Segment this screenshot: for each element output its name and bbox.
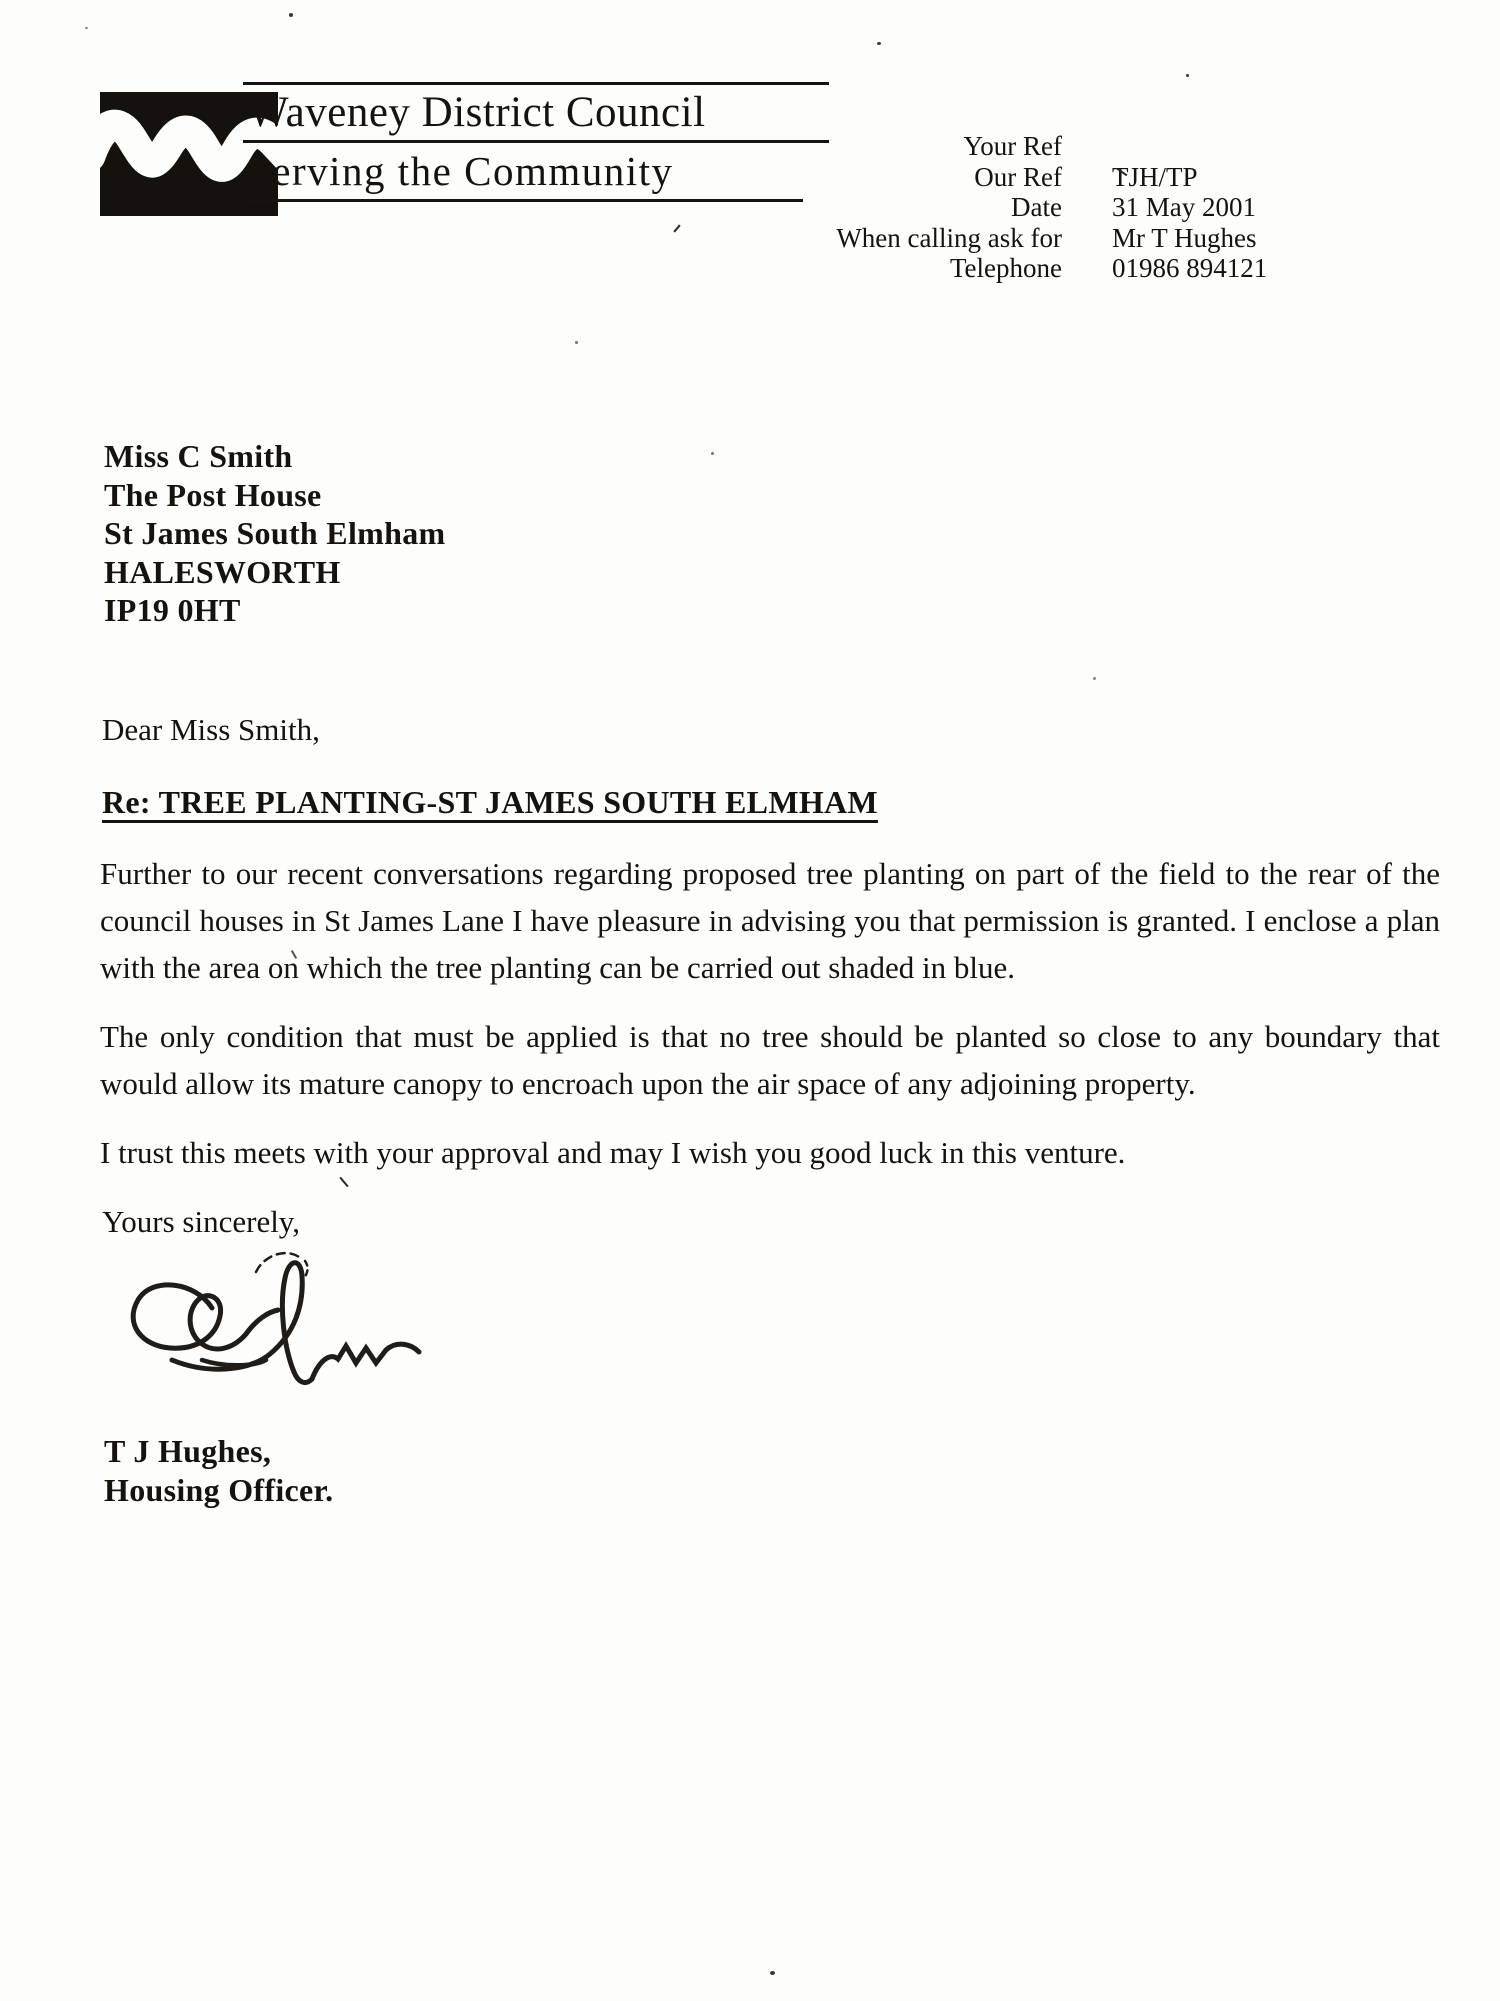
signature-scrawl (116, 1248, 436, 1420)
salutation: Dear Miss Smith, (102, 712, 320, 747)
scan-speck (85, 27, 88, 29)
signatory-title: Housing Officer. (104, 1472, 334, 1508)
scan-speck (877, 42, 881, 45)
scan-speck (1093, 677, 1096, 680)
subject-line: Re: TREE PLANTING-ST JAMES SOUTH ELMHAM (102, 784, 878, 820)
ref-value-when-calling: Mr T Hughes (1112, 222, 1257, 253)
ref-value-telephone: 01986 894121 (1112, 253, 1268, 283)
scan-speck (1186, 74, 1189, 77)
signatory-name: T J Hughes, (104, 1433, 272, 1469)
paragraph-1: Further to our recent conversations regarding proposed tree planting on part of the field to the rear of the council houses in St James Lane I have pleasure in advising you that permission is granted. I enclose a plan with the area on which the tree planting can be carried out shaded in blue. (100, 856, 1440, 985)
signatory-block (104, 1432, 333, 1510)
ref-value-your-ref (1112, 131, 1440, 162)
paragraph-2: The only condition that must be applied is that no tree should be planted so close to any boundary that would allow its mature canopy to encroach upon the air space of any adjoining property. (100, 1019, 1440, 1101)
signature-loop-left (133, 1285, 246, 1349)
org-tagline: Serving the Community (248, 148, 674, 194)
closing: Yours sincerely, (102, 1204, 301, 1239)
recipient-line-postcode: IP19 0HT (104, 592, 241, 628)
recipient-line-name: Miss C Smith (104, 438, 293, 474)
org-name: Waveney District Council (248, 89, 706, 136)
recipient-line-house: The Post House (104, 476, 322, 513)
ref-value-date: 31 May 2001 (1112, 192, 1256, 222)
scan-speck (770, 1971, 775, 1975)
ref-label-date: Date (1011, 192, 1062, 222)
scan-speck (575, 341, 578, 344)
scan-speck (711, 452, 714, 455)
recipient-line-town: HALESWORTH (104, 553, 341, 590)
signature-flourish-tail (304, 1261, 308, 1278)
ref-label-when-calling: When calling ask for (836, 222, 1062, 253)
ref-label-telephone: Telephone (949, 253, 1062, 283)
ref-label-your-ref: Your Ref (963, 131, 1062, 161)
signature-connector (246, 1310, 278, 1334)
recipient-line-village: St James South Elmham (104, 515, 446, 551)
letter-body (100, 706, 1440, 1246)
recipient-address (104, 437, 445, 630)
ref-value-our-ref: TJH/TP (1112, 161, 1198, 192)
reference-block (660, 131, 1440, 284)
scan-speck (289, 13, 293, 17)
ref-label-our-ref: Our Ref (974, 161, 1062, 192)
signature-zigzag-tail (312, 1344, 419, 1379)
paragraph-3: I trust this meets with your approval and may I wish you good luck in this venture. (100, 1135, 1126, 1170)
